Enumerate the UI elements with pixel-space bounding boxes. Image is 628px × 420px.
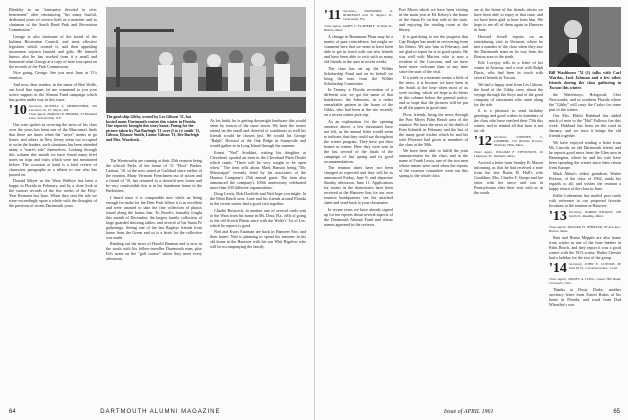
left-column-2: [106, 158, 202, 263]
paragraph: Port Myers which we have been visiting in the main year at Ed Kelsey's the home of the Santa Fe on that side of the state, and enjoying the reading room at the library.: [399, 7, 468, 32]
magazine-title: DARTMOUTH ALUMNI MAGAZINE: [100, 409, 221, 415]
paragraph: In Tenney, a Florida recreation of a different sort, we got the name of that hairdresser, the Johnsons, in a rather remarkable pattern in the house of the Gibbs, who had been at the site recently on a recent winter pick trip.: [324, 87, 393, 117]
paragraph: Bart and Romo Meppitt are also home from winter as one of the finer leaders in Palm Beach, and they report it was a good winter with the 1913 cruise. Walter Chester had a holiday for the two of the group.: [549, 234, 621, 260]
paragraph: Mark Abbot's oldest grandson, Walter Perkins, of the class of 1962, sends his regards to all, and wishes the reunion a happy return of the class in June.: [549, 171, 621, 191]
paragraph: Our Mrs. Ebbitt Hubbard has added much of note to the "Hal" Fallows fire this week. Hubbard has been on the road in January, and we trust it brings the old friends together.: [549, 113, 621, 138]
right-column-1: [324, 7, 393, 228]
paragraph: Doug Lewis, Bob Doolittle and Ned hope you might. In the Palm Beach area: Lane and his friends around Florida in the recent winter had a good visit together.: [210, 191, 306, 206]
paragraph: the Waterburys, Hobgoods, Chet Newcombs, and in southern Florida where the "Gibby" will carry the Carlys for some part of the winter.: [549, 91, 621, 112]
boat-photo: [106, 7, 306, 113]
agent-line: Class Agent, SIDNEY A. LONG, Goose Hill Road, Cornwall, Conn.: [549, 276, 621, 285]
paragraph: Charlie Bostwick, in another one of several cards sent to the Wain from his home in Mt. Dora, Fla., tells of going to the old Scotch Plains since with the Wolfe's '1st of Lee, which he reports is good.: [210, 207, 306, 228]
class-year: '14: [549, 260, 567, 276]
agent-line: Class Agent, WILLIAM H. WHEELER, 99 Ash Ave., Boston, Mass.: [549, 224, 621, 233]
page-number: 65: [613, 409, 620, 415]
class-year: '10: [9, 102, 27, 118]
paragraph: Reading out the news of Harold Hinman and is now in the south with his fellow-traveller Dartmouth men, plus Ed's notes on the "golf course" where they meet every afternoon.: [106, 241, 202, 261]
paragraph: We had a happy note from Les Gibson, the head of the Gibby crew, about the voyage through the Keys and of the good company of classmates who came along for the ride.: [474, 81, 543, 107]
paragraph: Eddie Lobenstine has mailed post cards with reference to our proposed favorite locations at the reunion in Hanover.: [549, 192, 621, 208]
paragraph: The Wentworths are running at their 25th reunion being the official Perks of the house of '11 "Hoot" Barker, Ladson, '10, in the now stated at Carlsbad since earlier of the reunion. Many Vermont Frenchmen out of action and a friend of '10, has returned to a cheerful new home and be very comfortable this is in his handsome home in the Berkshires.: [106, 158, 202, 193]
paragraph: Erle Lovejoy tells in a letter of his winter in Arizona, and a visit with Ralph Davis, who had been in touch with several friends in Tucson.: [474, 60, 543, 80]
class-heading-10: [9, 104, 97, 120]
secretary-line: Secretary, JOHN E. COVODE, 80 East 69 St., Connecticut Ave., Conn.: [568, 261, 621, 270]
secretary-line: Secretary, WARDE WILKINS, 200 South St., Reading, Mass.: [568, 209, 621, 218]
paragraph: Thanks to Dusty Drake, another secretary letter from Ernest Rufus of his home in Florida, and word from Dad Wheatley's son.: [549, 286, 621, 307]
secretary-line: Secretary, NATHANIEL G. BURLEIGH and W. Rogers St., Clearwater, Fla.: [343, 9, 393, 21]
photo-caption: The good ship Gibby, owned by Les Gibson '11, has hosted many Dartmouth cruises this winter in Florida. Our reporter brought this story home. Posing for the picture taken by Nat Burleigh '11 were (l to r): smith '11, Gibson, Eleanor Smith, Louise Gibson '11, Bee Burleigh and Mrs. Woodcock.: [106, 115, 201, 142]
paragraph: It is gratifying to see the progress that Cap Hodges has made in recovering from his illness. We saw him in February, and are glad to report he is in good spirits. He was well with Marion, who is now a resident of the Corcoran, and we have been more welcome than at any time since the start of the visit.: [399, 33, 468, 74]
class-heading-12: [474, 135, 543, 148]
paragraph: Bleakley as an "enterprise devoted to civic betterment" after reminiscing "his many fruitful, dedicated years of service both as a member and as chairman of the South Bend Park and Recreation Commission.": [9, 7, 97, 32]
paragraph: If a week or a moment seems a little of the news, it is because we have been in the South at the time when most of us were writing, which we hope to do better in this column before the general notice, and so hope that the pictures will be put in all the papers in good time.: [399, 75, 468, 110]
paragraph: We have enjoyed reading a letter from Mr. Lincoln, an old Dartmouth friend, and he reports good news from the Glen area in Bennington, where he and his wife have been spending the winter since their return from Europe.: [549, 139, 621, 170]
class-officers: [569, 210, 621, 218]
paragraph: Flow, friends, bring the news through the Port Myers Palm Beach area of the reunion. We have the news of the death of Fran Schmidt in February and the last of the many good wishes which he and his wife Florence had given to members of the class at the 50th.: [399, 111, 468, 147]
paragraph: And now, dear readers, in the name of Ben Wolfe, our local line signer, let me commend to you your active support in the Alumni Fund campaign which has gotten under way in this issue.: [9, 81, 97, 102]
boat-photo-image: [106, 7, 306, 113]
paragraph: Our wise spokes in covering the news of his class over the years has been one of the Mascoma's finds that there are times when the "news" seems to go lesser, and others in New Jersey seem too occupied to write the leaders, such situations has been attended many a "mare's tale" themselves. Looking through this column this month we have found many brief notes on trips and visits which were not mentioned before. The occasion at hand is a brief review of characters paragraphs as a tribute to one who has passed on.: [9, 121, 97, 177]
right-column-2: [399, 7, 468, 180]
paragraph: Donald Meyer as the Wain Walleye has been a happy in Florida in February, and by a close look at the various records of the few weeks of the Fifty-Year Reunion last June. When they sent the tale we were exceedingly upon a whole with the thoughts of the previous of recent Dartmouth years.: [9, 178, 97, 208]
paragraph: Ned and Kwas Eastman are back in Hanover Fair, and their home. Ned is planning to spend his summer in his old home in the Hanover with his son Whit Bigelow who will be accompanying the family.: [210, 229, 306, 249]
right-column-3: [474, 7, 543, 197]
paragraph: Nice going, George. See you next June at '11's reunion.: [9, 70, 97, 80]
left-column-1: [9, 7, 97, 210]
paragraph: As an explanation for the opening sentence above, a few classmates have not felt, as the annual letter would seem to indicate, that they could say throughout the winter program. They have put their homes in winter. Here they were sent in the last several of the finals of the campaign of last spring and its good recommendations.: [324, 118, 394, 164]
class-year: '12: [474, 134, 492, 149]
portrait-photo: [549, 7, 621, 67]
class-heading-13: [549, 210, 621, 223]
agent-line: Class Agent, JAMES C. FLAHERTY, 10 State St., Boston, Mass.: [324, 24, 393, 32]
paragraph: A change in Beaumont Plans may be a matter of pure coincidence, but might we comment here that we seem to have been able to get in touch with our new friends and have been able to visit with so many old friends in the area in recent weeks.: [324, 34, 393, 64]
agent-line: Class Agent, HAROLD P. HINMAN, 34 Hubbard Lane, Schenectady, N.Y.: [28, 111, 97, 120]
paragraph: The reunion dates have not been changed as expected and they will be as announced Friday, June 9, and departure Sunday afternoon, June 11. Applications for rooms in the dormitories have been received at the Hanover Inn; for our own reunion headquarters see the attached sheet and send back to your classmates.: [324, 165, 393, 205]
left-footer: [9, 409, 305, 415]
class-officers: [569, 262, 621, 270]
paragraph: Ernest "Ned" Stoddart, writing his daughter at Cleveland, spotted an item in the Cleveland Plain Dealer which reads: "There will be very sought to be open when." The item tells about Mark Hanson being "Mr. Mississippi" recently feted by his associates of the Hanson Company's 25th annual guest. The item also announced the company's 100th anniversary celebrated more than 100 different organizations.: [210, 149, 306, 190]
paragraph: Howard Jewell reports on an entertaining visit in Vermont, where he met a number of the class when they saw the Dartmouth team on its way from the Boston area to the north.: [474, 33, 543, 59]
paragraph: It is a pleasure to send birthday greetings and good wishes to members of the class who have reached their 75th this winter, and to remind all that June is not far off.: [474, 108, 543, 133]
paragraph: I heard since it is comparable new while no being enough for make for the Deer Park fellow it is in excellent and were amused to take the fine collection of photos found along the bonus line. To Brook's formally fought this month of December, the largest family collection of large guarded shooting tables, and several of his Santa Fe gatherings. Seeing one of the last Bagleys friends from home from the Green and so is a letter for the collective was made.: [106, 194, 202, 240]
issue-date: Issue of APRIL 1961: [443, 409, 494, 415]
class-heading-14: [549, 262, 621, 275]
class-officers: [29, 104, 97, 120]
paragraph: are at the home of the friends whom we have been able to enjoy at that time, and we have been glad to hear from him. We hope to see all of them again in Hanover in June.: [474, 7, 543, 32]
class-officers: [343, 9, 393, 21]
page-number: 64: [9, 409, 16, 415]
paragraph: We have been able to fulfill the joint announcement for the class, and in the name of Frank Lewis, one of the two men whose names were used when the reports of the reunion committee went out this spring to the whole class.: [399, 148, 468, 178]
left-column-3: [210, 118, 306, 251]
right-footer: [324, 409, 620, 415]
secretary-line: Secretary, RUSSELL S. MERIWETHER, 300 Lawrence St., Ft. Wayne, Ind.: [28, 103, 97, 112]
secretary-line: Secretary, STEPHEN C. LAMBERT, 510 Bucklin Terrace, Wellesley Hills, Mass.: [493, 135, 543, 147]
class-year: '13: [549, 208, 567, 224]
class-officers: [494, 135, 543, 147]
agent-line: Class Agent, WILLIAM F. STEVENSON, 40 Ledgeway St., Waltham, Mass.: [474, 150, 543, 158]
paragraph: George is also chairman of the board of the Indiana Recreation Council, and most effective legislator which created it, and then appealing townsmen sojourn learned and gifts. He himself knows also he has worked from it a small and honoured what George at a copy of note was spent on the records of the Park Commission.: [9, 33, 97, 69]
class-heading-11: [324, 9, 393, 22]
portrait-photo-image: [549, 7, 621, 67]
right-column-4: [549, 70, 621, 308]
paragraph: As his habit, he is getting downright hardware this would seem by reason of the snow storm. We have the rooms rained on the small and cheerful of conditions as well his friends would be chosen just. He would his George "Ralph" Howard of the Oak Ridge in Sunnyvale and would gather in in Long Island through the summer.: [210, 118, 306, 148]
photo-caption: Bill Washburn '74 (1) talks with Carl Wardas, Jack Johnson and a few other friends during the class gathering in Tucson this winter.: [549, 70, 621, 90]
class-year: '11: [324, 8, 342, 23]
paragraph: The class has set up the Wilder Scholarship Fund and on its behalf we bring the note from the Wilder Scholarship Committee.: [324, 65, 393, 86]
right-page: [315, 0, 628, 420]
paragraph: Arrived a letter from Stanley B. Mason informing us that he had received a note from the late Rufus H. Hall's wife Geraldine, Mrs. Charles F. Stoops and her sister with her niece and son in Pennsylvania after their visit with us in the south.: [474, 160, 543, 195]
paragraph: In recent years we have already signed up for ten reports about several aspects of the Dartmouth Alumni Fund and whose names appeared in the reviews.: [324, 206, 393, 227]
